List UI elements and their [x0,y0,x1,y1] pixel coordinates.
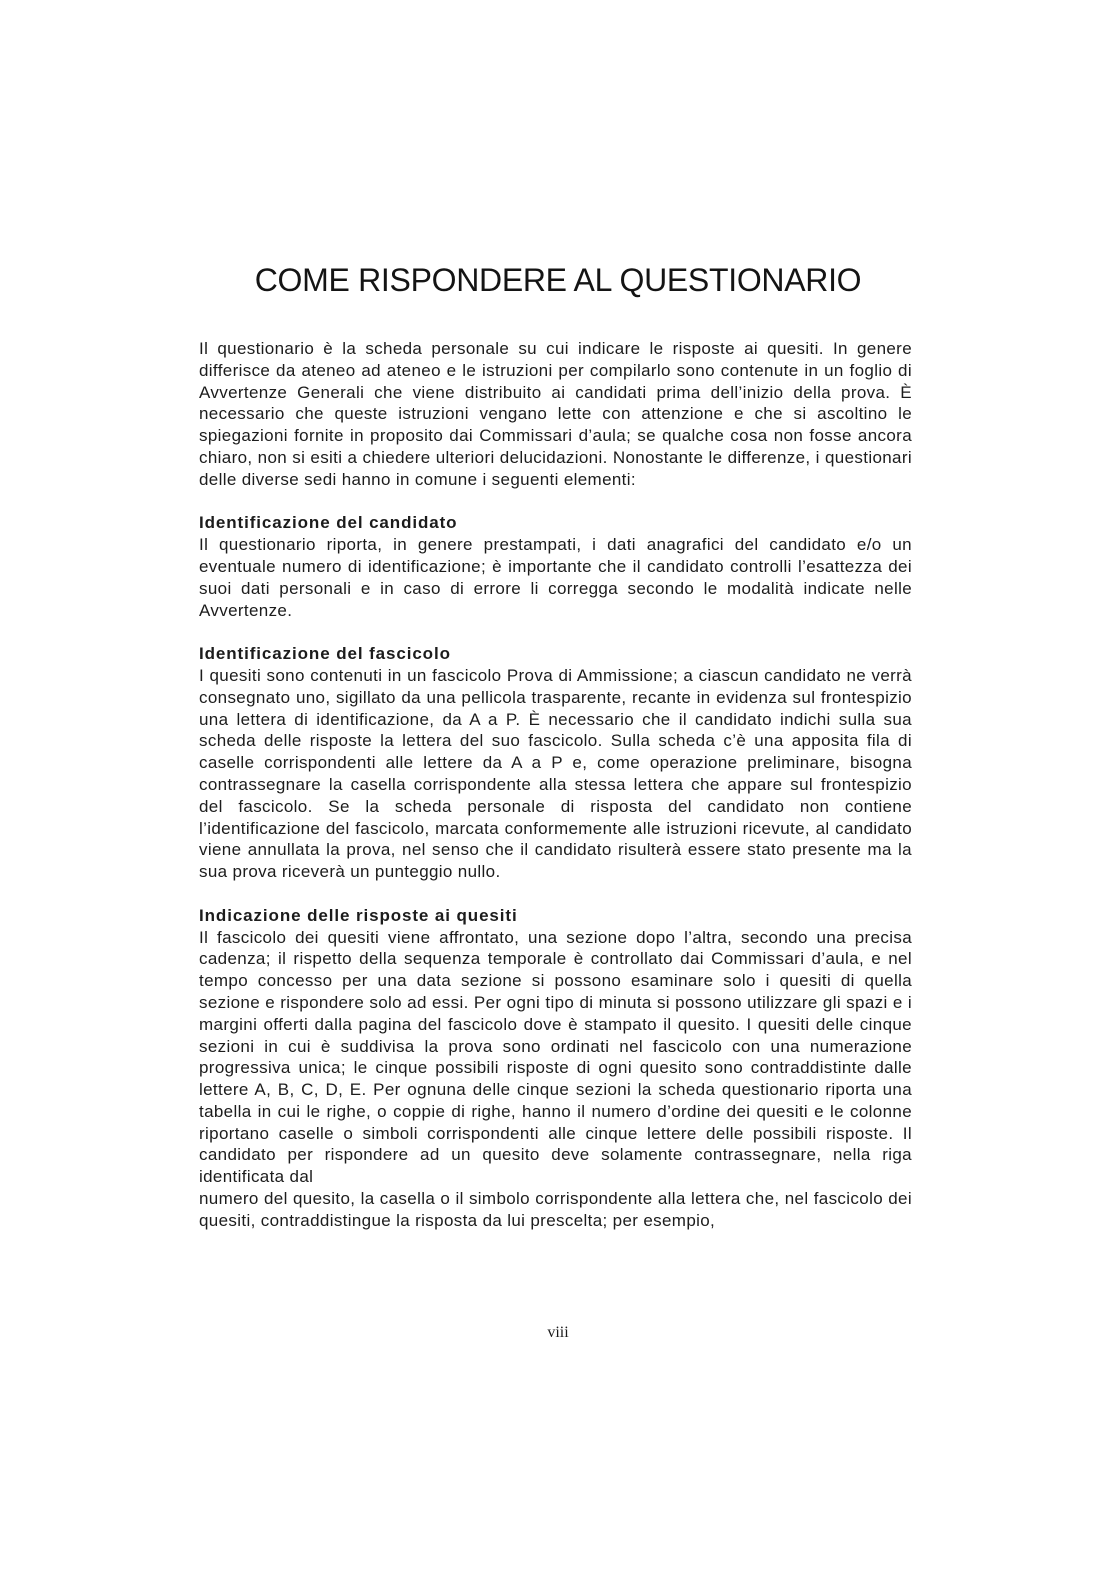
section-paragraph: Il questionario riporta, in genere prestampati, i dati anagrafici del candidato e/o un eventuale numero di identificazione; è importante che il candidato controlli l’esattezza dei suoi dati personali e in caso di errore li corregga secondo le modalità indicate nelle Avvertenze. [199,535,912,620]
section-candidate-identification [199,512,912,621]
section-paragraph-continued: numero del quesito, la casella o il simbolo corrispondente alla lettera che, nel fascicolo dei quesiti, contraddistingue la risposta da lui prescelta; per esempio, [199,1189,912,1230]
section-booklet-identification [199,643,912,883]
section-paragraph: I quesiti sono contenuti in un fascicolo Prova di Ammissione; a ciascun candidato ne verrà consegnato uno, sigillato da una pellicola trasparente, recante in evidenza sul frontespizio una lettera di identificazione, da A a P. È necessario che il candidato indichi sulla sua scheda delle risposte la lettera del suo fascicolo. Sulla scheda c’è una apposita fila di caselle corrispondenti alle lettere da A a P e, come operazione preliminare, bisogna contrassegnare la casella corrispondente alla stessa lettera che appare sul frontespizio del fascicolo. Se la scheda personale di risposta del candidato non contiene l’identificazione del fascicolo, marcata conformemente alle istruzioni ricevute, al candidato viene annullata la prova, nel senso che il candidato risulterà essere stato presente ma la sua prova riceverà un punteggio nullo. [199,665,912,882]
intro-paragraph: Il questionario è la scheda personale su cui indicare le risposte ai quesiti. In genere differisce da ateneo ad ateneo e le istruzioni per compilarlo sono contenute in un foglio di Avvertenze Generali che viene distribuito ai candidati prima dell’inizio della prova. È necessario che queste istruzioni vengano lette con attenzione e che si ascoltino le spiegazioni fornite in proposito dai Commissari d’aula; se qualche cosa non fosse ancora chiaro, non si esiti a chiedere ulteriori delucidazioni. Nonostante le differenze, i questionari delle diverse sedi hanno in comune i seguenti elementi: [199,339,912,489]
section-paragraph: Il fascicolo dei quesiti viene affrontato, una sezione dopo l’altra, secondo una precisa cadenza; il rispetto della sequenza temporale è controllato dai Commissari d’aula, e nel tempo concesso per una data sezione si possono esaminare solo i quesiti di quella sezione e rispondere solo ad essi. Per ogni tipo di minuta si possono utilizzare gli spazi e i margini offerti dalla pagina del fascicolo dove è stampato il quesito. I quesiti delle cinque sezioni in cui è suddivisa la prova sono ordinati nel fascicolo con una numerazione progressiva unica; le cinque possibili risposte di ogni quesito sono contraddistinte dalle lettere A, B, C, D, E. Per ognuna delle cinque sezioni la scheda questionario riporta una tabella in cui le righe, o coppie di righe, hanno il numero d’ordine dei quesiti e le colonne riportano caselle o simboli corrispondenti alle cinque lettere delle possibili risposte. Il candidato per rispondere ad un quesito deve solamente contrassegnare, nella riga identificata dal [199,927,912,1187]
section-heading: Identificazione del candidato [199,513,458,533]
section-heading: Indicazione delle risposte ai quesiti [199,905,518,925]
section-answer-indication [199,905,912,1232]
page-title: COME RISPONDERE AL QUESTIONARIO [254,262,862,298]
section-heading: Identificazione del fascicolo [199,644,451,664]
page-number: viii [547,1324,569,1341]
document-body [199,338,912,1232]
